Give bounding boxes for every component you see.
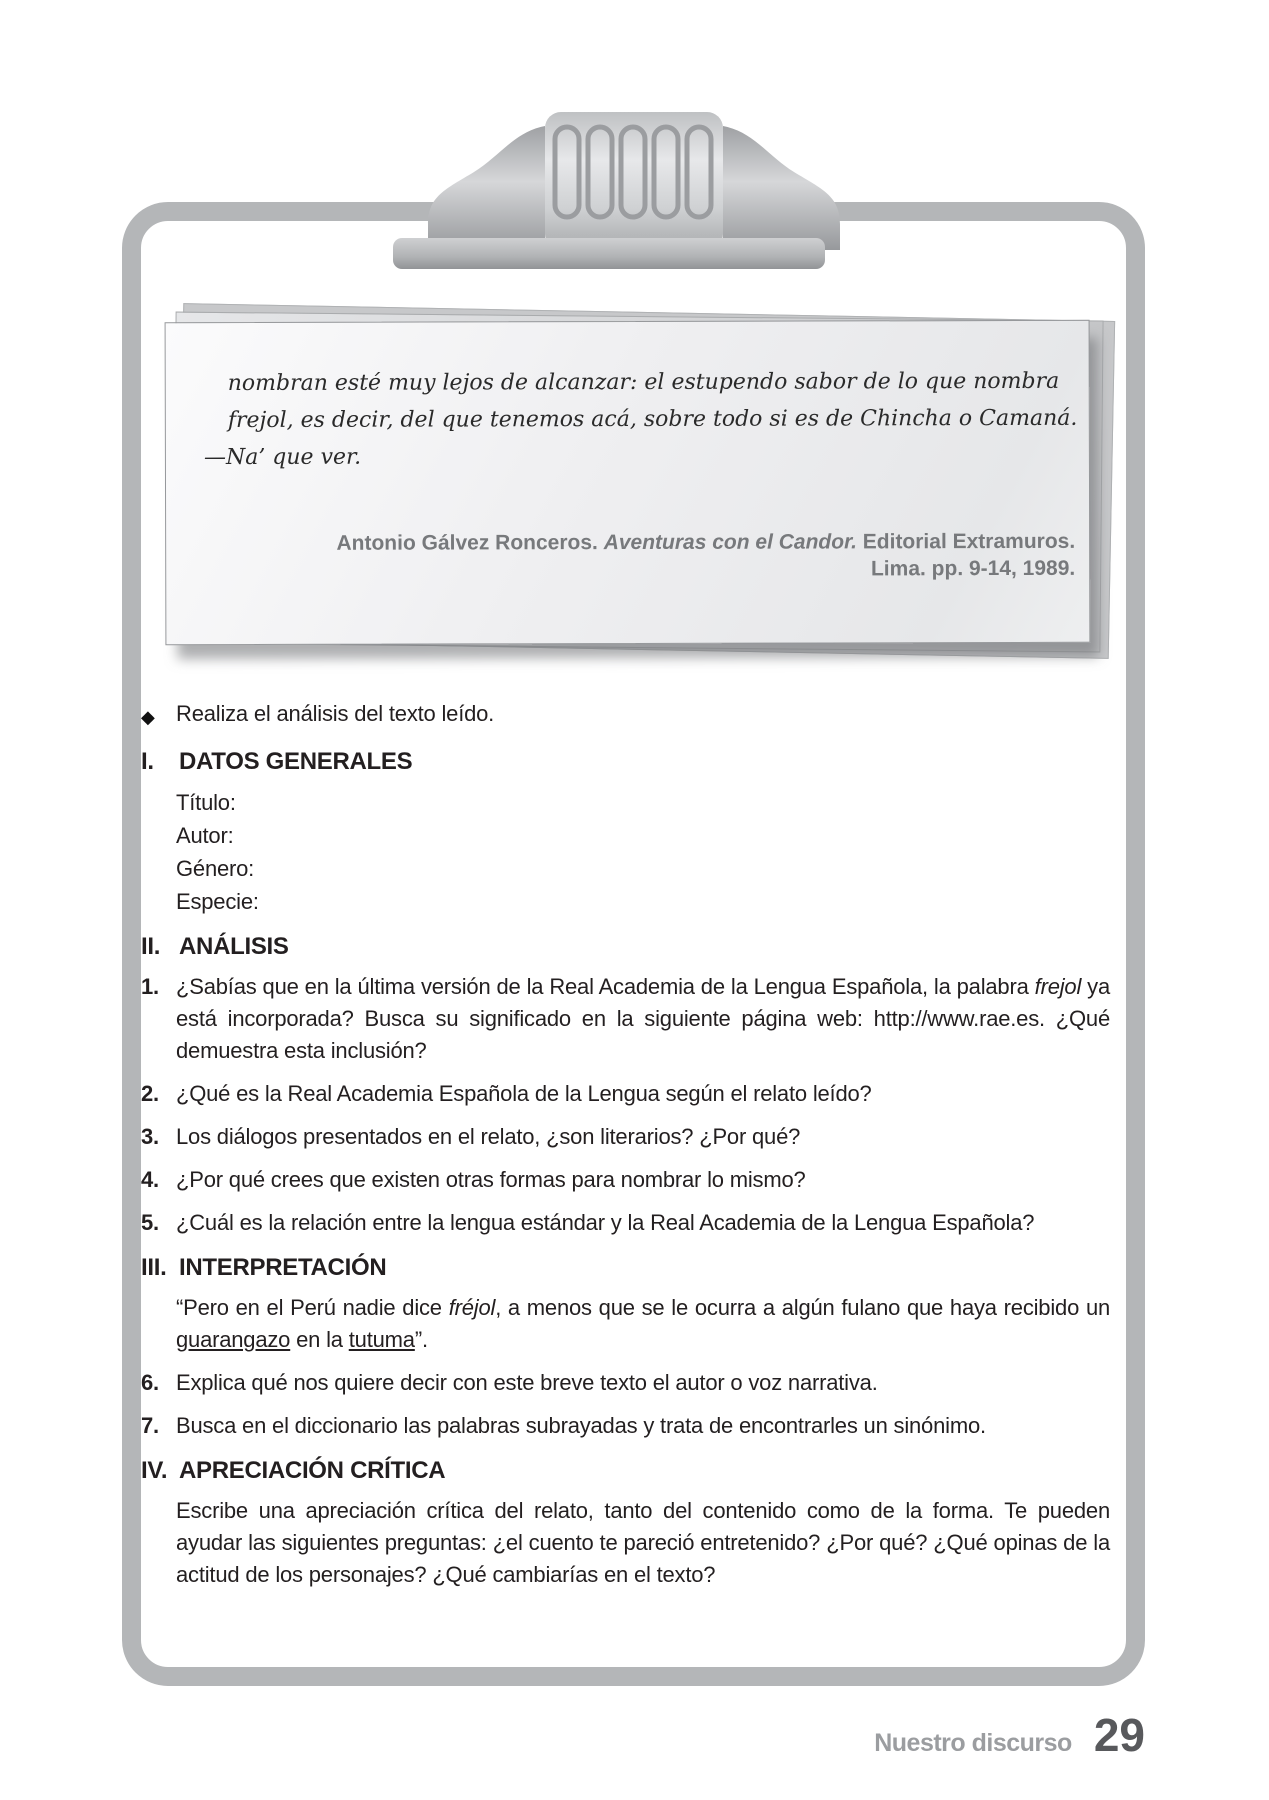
attribution-line1: [204, 528, 1075, 557]
section-numeral: III.: [141, 1254, 167, 1281]
diamond-bullet-icon: ◆: [141, 707, 155, 727]
interpretacion-item-7: [141, 1410, 1110, 1442]
quote-paper: [165, 320, 1091, 645]
section-title: APRECIACIÓN CRÍTICA: [179, 1457, 446, 1484]
field-label-genero: Género:: [176, 856, 255, 881]
item-number: 7.: [141, 1413, 159, 1438]
quote-italic-word: fréjol: [448, 1295, 496, 1320]
section-heading-datos-generales: [141, 746, 1110, 778]
item-number: 4.: [141, 1167, 159, 1192]
section-title: DATOS GENERALES: [179, 748, 413, 775]
interpretation-quote: [176, 1292, 1110, 1356]
item-text-part: ¿Sabías que en la última versión de la Real Academia de la Lengua Española, la palabra: [176, 974, 1035, 999]
instruction-text: Realiza el análisis del texto leído.: [176, 701, 495, 726]
clipboard-clip-icon: [388, 92, 844, 273]
field-label-titulo: Título:: [176, 790, 236, 815]
item-text: ¿Cuál es la relación entre la lengua estándar y la Real Academia de la Lengua Española?: [176, 1210, 1035, 1235]
section-heading-analisis: [141, 931, 1110, 963]
attribution-author: Antonio Gálvez Ronceros.: [336, 531, 604, 555]
attribution: [204, 528, 1079, 584]
attribution-work-title: Aventuras con el Candor.: [603, 530, 857, 555]
field-label-autor: Autor:: [176, 823, 234, 848]
section-title: ANÁLISIS: [179, 933, 289, 960]
section-numeral: II.: [141, 933, 161, 960]
page-number: 29: [1093, 1709, 1145, 1761]
analisis-item-2: [141, 1078, 1110, 1110]
quote-body: [204, 363, 1079, 476]
item-text-part: ya está incorporada? Busca su significado en la siguiente página web: http://www.rae.es. ¿Qué demuestra esta inclusión?: [176, 974, 1111, 1063]
apreciacion-paragraph: Escribe una apreciación crítica del relato, tanto del contenido como de la forma. Te pueden ayudar las siguientes preguntas: ¿el cuento te pareció entretenido? ¿Por qué? ¿Qué opinas de la actitud de los personajes? ¿Qué cambiarías en el texto?: [176, 1498, 1110, 1587]
quote-underlined-word: tutuma: [348, 1327, 415, 1352]
section-title: INTERPRETACIÓN: [179, 1254, 387, 1281]
quote-part: ”.: [414, 1327, 428, 1352]
interpretacion-item-6: [141, 1367, 1110, 1399]
instruction-row: [141, 698, 1110, 733]
item-number: 1.: [141, 974, 159, 999]
item-number: 3.: [141, 1124, 159, 1149]
analisis-item-1: [141, 971, 1110, 1067]
item-number: 2.: [141, 1081, 159, 1106]
attribution-publisher: Editorial Extramuros.: [856, 529, 1076, 554]
footer-book-title: Nuestro discurso: [874, 1729, 1072, 1757]
item-text: Los diálogos presentados en el relato, ¿son literarios? ¿Por qué?: [176, 1124, 801, 1149]
section-numeral: IV.: [141, 1457, 168, 1484]
quote-indented-text: nombran esté muy lejos de alcanzar: el estupendo sabor de lo que nombra frejol, es decir, del que tenemos acá, sobre todo si es de Chincha o Camaná.: [227, 368, 1078, 434]
quote-underlined-word: guarangazo: [176, 1327, 291, 1352]
quote-part: “Pero en el Perú nadie dice: [176, 1295, 449, 1320]
item-number: 6.: [141, 1370, 159, 1395]
section-numeral: I.: [141, 748, 154, 775]
field-label-especie: Especie:: [176, 889, 259, 914]
analisis-item-3: [141, 1121, 1110, 1153]
item-text: [176, 971, 1110, 1067]
quote-part: , a menos que se le ocurra a algún fulano que haya recibido un: [495, 1295, 1111, 1320]
item-text-italic: frejol: [1034, 974, 1082, 999]
quote-part: en la: [290, 1327, 349, 1352]
quote-dialogue-line: —Na’ que ver.: [203, 444, 362, 471]
attribution-line2: Lima. pp. 9-14, 1989.: [870, 556, 1076, 581]
section-heading-apreciacion-critica: [141, 1455, 1110, 1487]
item-text: Busca en el diccionario las palabras subrayadas y trata de encontrarles un sinónimo.: [176, 1413, 986, 1438]
analisis-item-4: [141, 1164, 1110, 1196]
analisis-item-5: [141, 1207, 1110, 1239]
worksheet-content: [141, 690, 1110, 1602]
page-footer: [874, 1708, 1145, 1762]
item-text: Explica qué nos quiere decir con este breve texto el autor o voz narrativa.: [176, 1370, 878, 1395]
datos-fields: [176, 786, 1110, 918]
item-number: 5.: [141, 1210, 159, 1235]
item-text: ¿Por qué crees que existen otras formas para nombrar lo mismo?: [176, 1167, 806, 1192]
section-heading-interpretacion: [141, 1252, 1110, 1284]
item-text: ¿Qué es la Real Academia Española de la Lengua según el relato leído?: [176, 1081, 872, 1106]
